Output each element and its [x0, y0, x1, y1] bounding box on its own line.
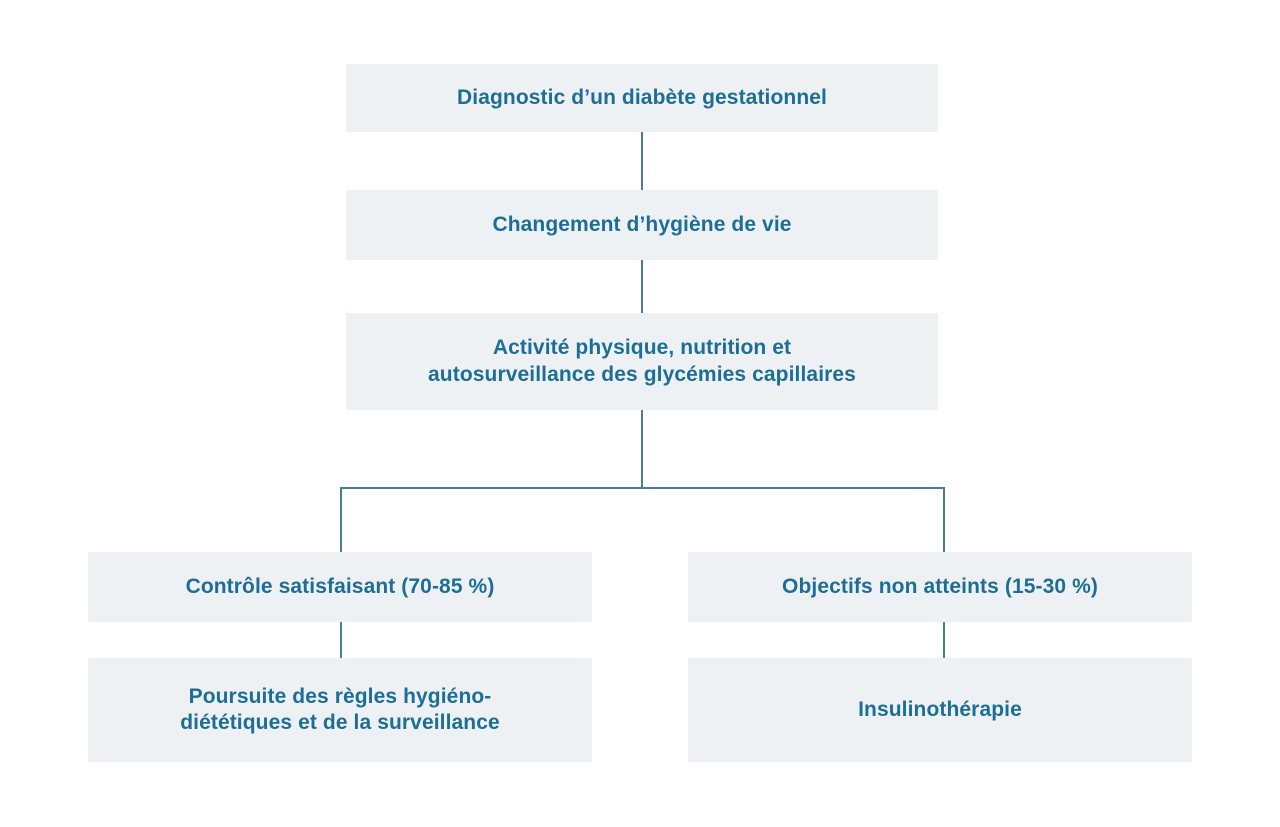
node-objectifs-non-atteints: [688, 552, 1192, 622]
node-activite-line-1: Activité physique, nutrition et: [492, 336, 792, 360]
connector-branch-to-objectifs: [943, 487, 945, 552]
connector-objectifs-to-insuline: [943, 622, 945, 658]
node-activite-line-2: autosurveillance des glycémies capillaires: [428, 362, 856, 386]
connector-diagnostic-to-hygiene: [641, 132, 643, 190]
node-poursuite-regles-hygieno-dietetiques: [88, 658, 592, 762]
node-activite-physique-nutrition: [346, 313, 938, 410]
node-diagnostic: [346, 64, 938, 132]
connector-branch-to-controle: [340, 487, 342, 552]
connector-branch-horizontal: [340, 487, 944, 489]
connector-controle-to-poursuite: [340, 622, 342, 658]
node-hygiene-line-1: Changement d’hygiène de vie: [492, 212, 792, 236]
node-changement-hygiene-de-vie: [346, 190, 938, 260]
node-controle-line-1: Contrôle satisfaisant (70-85 %): [185, 574, 495, 598]
node-insulinotherapie: [688, 658, 1192, 762]
node-poursuite-line-1: Poursuite des règles hygiéno-: [188, 684, 492, 708]
connector-hygiene-to-activite: [641, 260, 643, 313]
node-diagnostic-line-1: Diagnostic d’un diabète gestationnel: [457, 85, 827, 109]
node-objectifs-line-1: Objectifs non atteints (15-30 %): [782, 574, 1098, 598]
connector-activite-to-branch: [641, 410, 643, 488]
node-insuline-line-1: Insulinothérapie: [858, 697, 1022, 721]
node-poursuite-line-2: diététiques et de la surveillance: [180, 711, 500, 734]
node-controle-satisfaisant: [88, 552, 592, 622]
